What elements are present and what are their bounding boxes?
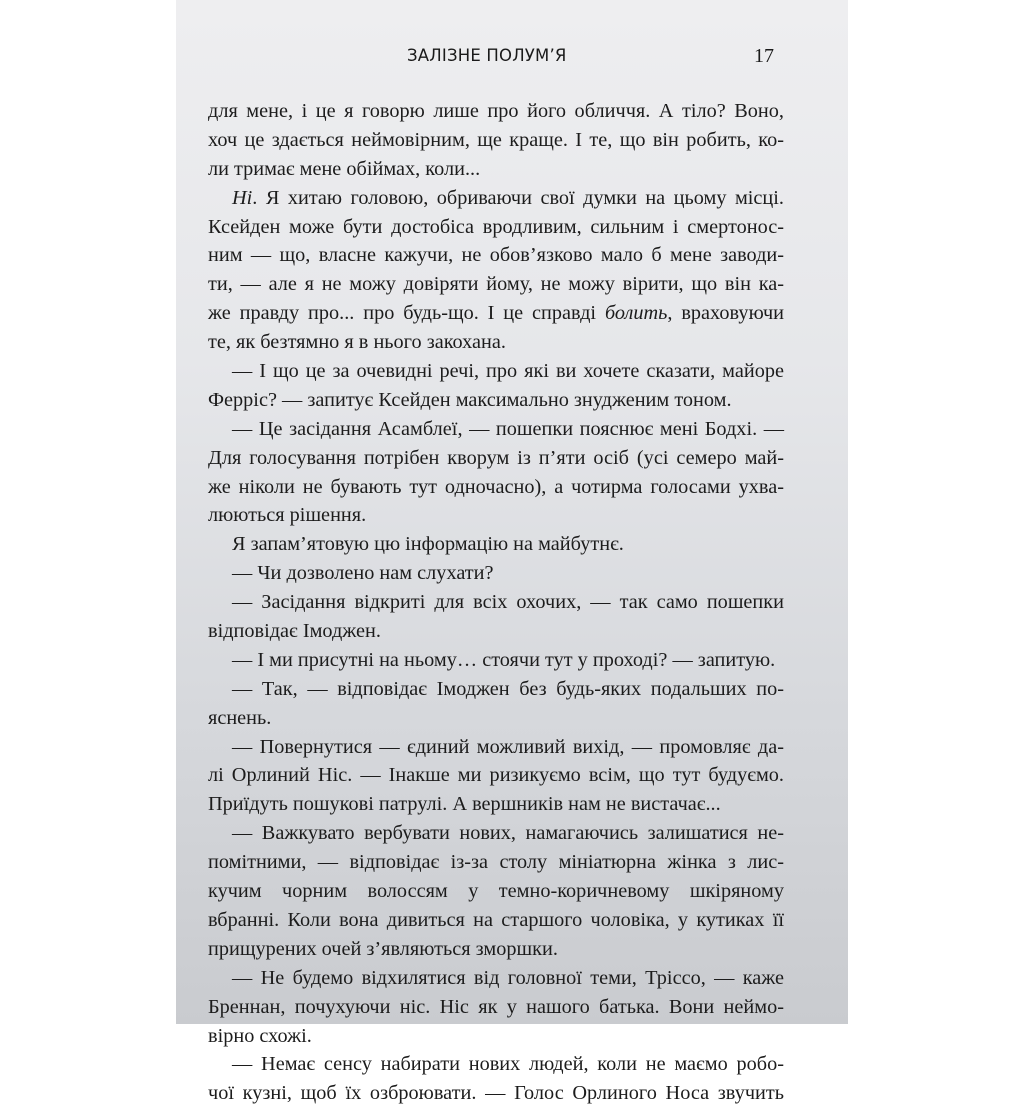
text-line: вбранні. Коли вона дивиться на старшого чоловіка, у кутиках її bbox=[208, 908, 784, 931]
text-line: — Важкувато вербувати нових, намагаючись залишатися не- bbox=[232, 822, 784, 845]
text-line: Ні. Я хитаю головою, обриваючи свої думки на цьому місці. bbox=[232, 186, 784, 209]
text-line: чої кузні, щоб їх озброювати. — Голос Орлиного Носа звучить bbox=[208, 1082, 784, 1105]
text-line: Ферріс? — запитує Ксейден максимально знудженим тоном. bbox=[208, 388, 732, 411]
text-line: люються рішення. bbox=[208, 504, 367, 527]
text-line: Приїдуть пошукові патрулі. А вершників нам не вистачає... bbox=[208, 793, 721, 816]
text-line: помітними, — відповідає із-за столу мініатюрна жінка з лис- bbox=[208, 851, 784, 874]
text-line: ти, — але я не можу довіряти йому, не можу вірити, що він ка- bbox=[208, 273, 784, 296]
text-line: же правду про... про будь-що. І це справді болить, враховуючи bbox=[208, 302, 785, 325]
text-line: — Засідання відкриті для всіх охочих, — так само пошепки bbox=[232, 591, 784, 614]
text-line: — Не будемо відхилятися від головної теми, Тріссо, — каже bbox=[232, 966, 784, 989]
text-line: — І що це за очевидні речі, про які ви хочете сказати, майоре bbox=[232, 360, 784, 383]
text-line: те, як безтямно я в нього закохана. bbox=[208, 331, 506, 354]
text-line: — Повернутися — єдиний можливий вихід, — промовляє да- bbox=[232, 735, 784, 758]
running-head bbox=[176, 44, 848, 68]
text-line: лі Орлиний Ніс. — Інакше ми ризикуємо всім, що тут будуємо. bbox=[208, 764, 784, 787]
text-line: — Це засідання Асамблеї, — пошепки пояснює мені Бодхі. — bbox=[232, 417, 784, 440]
book-title: ЗАЛІЗНЕ ПОЛУМ’Я bbox=[407, 46, 567, 65]
text-line: Ксейден може бути достобіса вродливим, сильним і смертонос- bbox=[208, 215, 784, 238]
text-line: прищурених очей з’являються зморшки. bbox=[208, 937, 558, 960]
text-line: відповідає Імоджен. bbox=[208, 620, 381, 643]
text-line: Для голосування потрібен кворум із п’яти осіб (усі семеро май- bbox=[208, 446, 784, 469]
text-line: — І ми присутні на ньому… стоячи тут у проході? — запитую. bbox=[232, 648, 776, 671]
text-line: — Так, — відповідає Імоджен без будь-яких подальших по- bbox=[232, 677, 784, 700]
body-text bbox=[208, 97, 784, 1108]
book-page bbox=[176, 0, 848, 1105]
text-line: Бреннан, почухуючи ніс. Ніс як у нашого батька. Вони неймо- bbox=[208, 995, 784, 1018]
text-line: ли тримає мене обіймах, коли... bbox=[208, 157, 481, 180]
text-line: кучим чорним волоссям у темно-коричневому шкіряному bbox=[208, 880, 784, 903]
text-line: Я запам’ятовую цю інформацію на майбутнє. bbox=[232, 533, 624, 556]
text-line: же ніколи не бувають тут одночасно), а чотирма голосами ухва- bbox=[208, 475, 784, 498]
text-line: ним — що, власне кажучи, не обов’язково мало б мене заводи- bbox=[208, 244, 784, 267]
page-number: 17 bbox=[754, 45, 774, 67]
italic-emphasis: Ні bbox=[232, 186, 253, 209]
italic-emphasis: болить bbox=[604, 302, 668, 325]
text-line: — Чи дозволено нам слухати? bbox=[232, 562, 494, 585]
text-line: для мене, і це я говорю лише про його обличчя. А тіло? Воно, bbox=[208, 100, 784, 122]
text-line: — Немає сенсу набирати нових людей, коли не маємо робо- bbox=[232, 1053, 784, 1076]
text-line: вірно схожі. bbox=[208, 1024, 312, 1047]
text-line: хоч це здається неймовірним, ще краще. І те, що він робить, ко- bbox=[208, 128, 784, 151]
text-line: яснень. bbox=[208, 706, 272, 729]
